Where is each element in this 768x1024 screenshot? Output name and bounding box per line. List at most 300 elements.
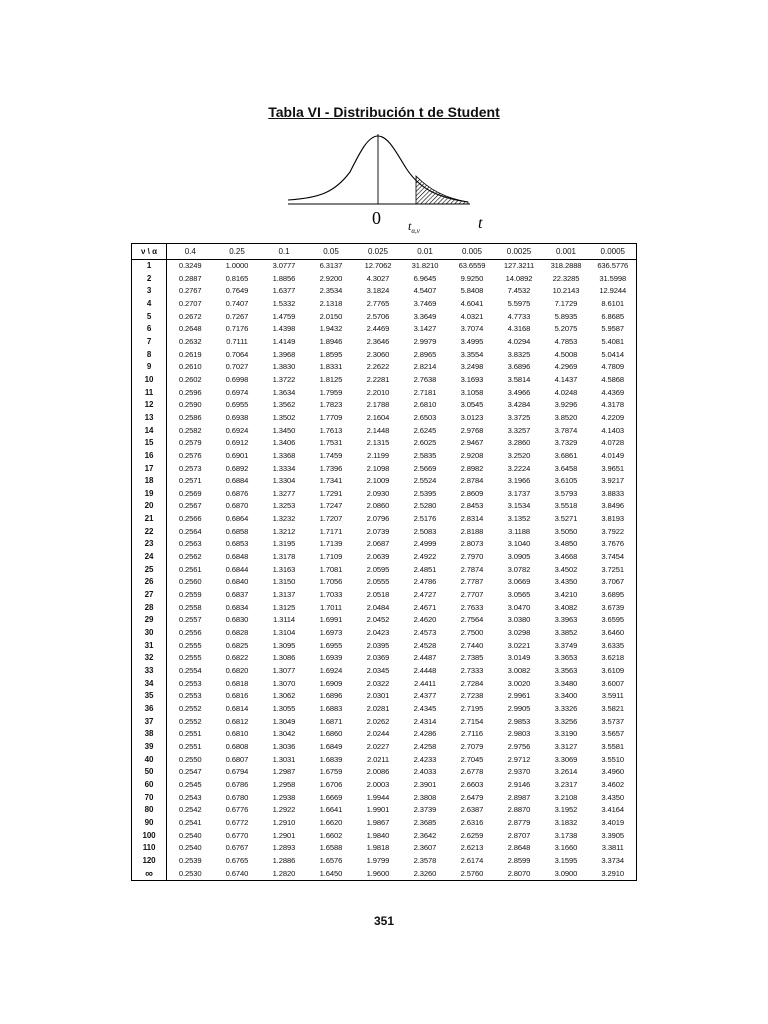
critical-value-cell: 0.2579 (178, 438, 202, 448)
table-row (132, 273, 637, 286)
critical-value-cell: 3.9217 (601, 476, 625, 486)
critical-value-cell: 0.2542 (178, 805, 202, 815)
critical-value-cell: 3.6595 (601, 615, 625, 625)
table-row (132, 640, 637, 653)
critical-value-cell: 0.2561 (178, 564, 202, 574)
critical-value-cell: 3.8833 (601, 488, 625, 498)
critical-value-cell: 1.8331 (319, 362, 343, 372)
critical-value-cell: 0.2648 (178, 324, 202, 334)
critical-value-cell: 318.2888 (550, 261, 582, 270)
alpha-header: 0.005 (449, 244, 496, 260)
critical-value-cell: 3.9296 (554, 400, 578, 410)
critical-value-cell: 1.3195 (272, 539, 296, 549)
critical-value-cell: 6.8685 (601, 311, 625, 321)
table-row (132, 425, 637, 438)
critical-value-cell: 1.7081 (319, 564, 343, 574)
critical-value-cell: 2.7333 (460, 666, 484, 675)
critical-value-cell: 0.2602 (178, 374, 202, 384)
critical-value-cell: 3.0020 (507, 678, 531, 688)
critical-value-cell: 5.0414 (601, 349, 625, 359)
degrees-of-freedom-cell: 17 (132, 463, 167, 476)
table-row (132, 323, 637, 336)
degrees-of-freedom-cell: 2 (132, 273, 167, 286)
critical-value-cell: 3.4668 (554, 552, 578, 562)
critical-value-cell: 3.7676 (601, 539, 625, 549)
critical-value-cell: 3.5581 (601, 741, 625, 751)
degrees-of-freedom-cell: 90 (132, 817, 167, 830)
critical-value-cell: 1.6641 (319, 805, 343, 815)
critical-value-cell: 1.7531 (319, 438, 343, 448)
critical-value-cell: 0.2672 (178, 311, 202, 321)
critical-value-cell: 0.6818 (225, 678, 249, 688)
critical-value-cell: 2.4851 (413, 564, 437, 574)
critical-value-cell: 4.0149 (601, 450, 625, 460)
critical-value-cell: 2.4286 (413, 729, 437, 739)
critical-value-cell: 3.1660 (554, 843, 578, 853)
critical-value-cell: 5.5975 (507, 298, 531, 308)
critical-value-cell: 2.5176 (413, 514, 437, 524)
t-distribution-table (131, 243, 637, 881)
critical-value-cell: 0.2552 (178, 703, 202, 713)
critical-value-cell: 1.3114 (272, 615, 296, 625)
critical-value-cell: 2.0086 (366, 767, 390, 777)
table-row (132, 260, 637, 273)
critical-value-cell: 3.8496 (601, 501, 625, 511)
critical-value-cell: 1.6669 (319, 792, 343, 802)
table-row (132, 437, 637, 450)
critical-value-cell: 1.7011 (319, 602, 343, 612)
critical-value-cell: 3.7874 (554, 425, 578, 435)
critical-value-cell: 0.2556 (178, 628, 202, 638)
critical-value-cell: 3.6007 (601, 678, 625, 688)
critical-value-cell: 3.3480 (554, 678, 578, 688)
critical-value-cell: 1.3277 (272, 488, 296, 498)
critical-value-cell: 3.6335 (601, 640, 625, 650)
critical-value-cell: 3.0149 (507, 653, 531, 663)
critical-value-cell: 2.6387 (460, 805, 484, 815)
critical-value-cell: 1.6924 (319, 666, 343, 675)
degrees-of-freedom-cell: 70 (132, 792, 167, 805)
table-row (132, 538, 637, 551)
degrees-of-freedom-cell: 12 (132, 399, 167, 412)
critical-value-cell: 1.9799 (366, 855, 390, 865)
critical-value-cell: 3.3811 (601, 843, 624, 853)
critical-value-cell: 4.0294 (507, 336, 531, 346)
table-row (132, 754, 637, 767)
critical-value-cell: 0.6864 (225, 514, 249, 524)
critical-value-cell: 636.5776 (597, 261, 629, 270)
critical-value-cell: 1.3212 (272, 526, 296, 536)
corner-header: ν \ α (132, 244, 167, 260)
critical-value-cell: 3.0545 (460, 400, 484, 410)
degrees-of-freedom-cell: 33 (132, 665, 167, 678)
critical-value-cell: 2.7707 (460, 590, 484, 600)
critical-value-cell: 0.2530 (178, 868, 202, 878)
critical-value-cell: 3.4960 (601, 767, 625, 777)
critical-value-cell: 2.8870 (507, 805, 531, 815)
table-row (132, 500, 637, 513)
critical-value-cell: 3.5657 (601, 729, 625, 739)
critical-value-cell: 0.2582 (178, 425, 202, 435)
critical-value-cell: 1.7341 (319, 476, 343, 486)
critical-value-cell: 3.1693 (460, 374, 484, 384)
critical-value-cell: 0.6820 (225, 666, 249, 675)
critical-value-cell: 3.1738 (554, 830, 578, 840)
critical-value-cell: 3.7454 (601, 552, 625, 562)
critical-value-cell: 1.3095 (272, 640, 296, 650)
critical-value-cell: 2.6316 (460, 817, 484, 827)
critical-value-cell: 2.3901 (413, 779, 437, 789)
critical-value-cell: 1.6759 (319, 767, 343, 777)
degrees-of-freedom-cell: 31 (132, 640, 167, 653)
critical-value-cell: 2.4448 (413, 666, 437, 675)
critical-value-cell: 0.6884 (225, 476, 249, 486)
table-row (132, 602, 637, 615)
critical-value-cell: 0.2590 (178, 400, 202, 410)
critical-value-cell: 2.9979 (413, 336, 437, 346)
degrees-of-freedom-cell: 29 (132, 614, 167, 627)
critical-value-cell: 2.1448 (366, 425, 390, 435)
critical-value-cell: 1.7823 (319, 400, 343, 410)
table-row (132, 728, 637, 741)
critical-value-cell: 1.7171 (319, 526, 343, 536)
critical-value-cell: 3.1352 (507, 514, 531, 524)
critical-value-cell: 0.6816 (225, 691, 249, 701)
critical-value-cell: 1.3722 (272, 374, 296, 384)
critical-value-cell: 3.7922 (601, 526, 625, 536)
table-row (132, 652, 637, 665)
critical-value-cell: 3.3563 (554, 666, 578, 675)
critical-value-cell: 1.6955 (319, 640, 343, 650)
critical-value-cell: 2.4033 (413, 767, 437, 777)
critical-value-cell: 2.7079 (460, 741, 484, 751)
critical-value-cell: 9.9250 (460, 273, 484, 283)
critical-value-cell: 1.9840 (366, 830, 390, 840)
critical-value-cell: 1.6991 (319, 615, 343, 625)
critical-value-cell: 3.0565 (507, 590, 531, 600)
critical-value-cell: 4.0728 (601, 438, 625, 448)
critical-value-cell: 2.7638 (413, 374, 437, 384)
alpha-header: 0.05 (308, 244, 355, 260)
critical-value-cell: 3.0900 (554, 868, 578, 878)
critical-value-cell: 1.7709 (319, 412, 343, 422)
critical-value-cell: 0.6825 (225, 640, 249, 650)
critical-value-cell: 2.8965 (413, 349, 437, 359)
critical-value-cell: 0.6848 (225, 552, 249, 562)
critical-value-cell: 0.7649 (225, 286, 249, 296)
critical-value-cell: 0.6892 (225, 463, 249, 473)
critical-value-cell: 3.7251 (601, 564, 625, 574)
critical-value-cell: 2.8609 (460, 488, 484, 498)
critical-value-cell: 2.0211 (366, 754, 390, 764)
table-row (132, 387, 637, 400)
critical-value-cell: 2.3685 (413, 817, 437, 827)
table-row (132, 830, 637, 843)
critical-value-cell: 7.1729 (554, 298, 578, 308)
critical-value-cell: 0.6974 (225, 387, 249, 397)
critical-value-cell: 0.2610 (178, 362, 202, 372)
critical-value-cell: 2.4620 (413, 615, 437, 625)
critical-value-cell: 2.9803 (507, 729, 531, 739)
degrees-of-freedom-cell: 22 (132, 526, 167, 539)
critical-value-cell: 2.6778 (460, 767, 484, 777)
critical-value-cell: 31.8210 (411, 261, 439, 270)
critical-value-cell: 0.2586 (178, 412, 202, 422)
critical-value-cell: 1.3049 (272, 716, 296, 726)
critical-value-cell: 2.6810 (413, 400, 437, 410)
critical-value-cell: 2.4573 (413, 628, 437, 638)
critical-value-cell: 3.1040 (507, 539, 531, 549)
critical-value-cell: 0.2562 (178, 552, 202, 562)
critical-value-cell: 0.6912 (225, 438, 249, 448)
table-row (132, 817, 637, 830)
critical-value-cell: 3.6861 (554, 450, 578, 460)
critical-value-cell: 0.2560 (178, 577, 202, 587)
critical-value-cell: 2.9853 (507, 716, 531, 726)
critical-value-cell: 3.0123 (460, 412, 484, 422)
table-row (132, 792, 637, 805)
critical-value-cell: 3.3749 (554, 640, 578, 650)
critical-value-cell: 3.3127 (554, 741, 578, 751)
critical-value-cell: 0.2553 (178, 691, 202, 701)
table-row (132, 551, 637, 564)
critical-value-cell: 6.3137 (319, 261, 343, 270)
critical-value-cell: 0.2557 (178, 615, 202, 625)
critical-value-cell: 2.1788 (366, 400, 390, 410)
critical-value-cell: 0.6808 (225, 741, 249, 751)
critical-value-cell: 3.8520 (554, 412, 578, 422)
critical-value-cell: 2.0345 (366, 666, 390, 675)
critical-value-cell: 1.7033 (319, 590, 343, 600)
critical-value-cell: 2.8784 (460, 476, 484, 486)
critical-value-cell: 3.3554 (460, 349, 484, 359)
critical-value-cell: 4.0321 (460, 311, 484, 321)
table-row (132, 779, 637, 792)
critical-value-cell: 127.3211 (503, 261, 535, 270)
critical-value-cell: 2.7970 (460, 552, 484, 562)
critical-value-cell: 1.9818 (366, 843, 390, 853)
critical-value-cell: 1.3036 (272, 741, 296, 751)
critical-value-cell: 0.2563 (178, 539, 202, 549)
critical-value-cell: 3.1188 (507, 526, 531, 536)
critical-value-cell: 2.8599 (507, 855, 531, 865)
table-row (132, 285, 637, 298)
critical-value-cell: 1.3450 (272, 425, 296, 435)
critical-value-cell: 2.0301 (366, 691, 390, 701)
critical-value-cell: 0.6924 (225, 425, 249, 435)
critical-value-cell: 2.7045 (460, 754, 484, 764)
critical-value-cell: 3.4966 (507, 387, 531, 397)
critical-value-cell: 2.9961 (507, 691, 531, 701)
critical-value-cell: 1.6620 (319, 817, 343, 827)
alpha-header: 0.001 (543, 244, 590, 260)
critical-value-cell: 0.2569 (178, 488, 202, 498)
critical-value-cell: 4.0248 (554, 387, 578, 397)
critical-value-cell: 5.8408 (460, 286, 484, 296)
critical-value-cell: 2.8070 (507, 868, 531, 878)
degrees-of-freedom-cell: 1 (132, 260, 167, 273)
critical-value-cell: 2.7440 (460, 640, 484, 650)
critical-value-cell: 3.7329 (554, 438, 578, 448)
critical-value-cell: 3.1966 (507, 476, 531, 486)
critical-value-cell: 3.5814 (507, 374, 531, 384)
table-row (132, 399, 637, 412)
critical-value-cell: 1.2958 (272, 779, 296, 789)
alpha-header: 0.25 (214, 244, 261, 260)
critical-value-cell: 1.6909 (319, 678, 343, 688)
critical-value-cell: 2.8453 (460, 501, 484, 511)
critical-value-cell: 5.8935 (554, 311, 578, 321)
critical-value-cell: 3.2317 (554, 779, 578, 789)
critical-value-cell: 0.6822 (225, 653, 249, 663)
critical-value-cell: 0.2555 (178, 640, 202, 650)
table-row (132, 311, 637, 324)
critical-value-cell: 2.1604 (366, 412, 390, 422)
table-row (132, 513, 637, 526)
degrees-of-freedom-cell: 34 (132, 678, 167, 691)
table-row (132, 488, 637, 501)
critical-value-cell: 2.4377 (413, 691, 437, 701)
critical-value-cell: 1.2820 (272, 868, 296, 878)
critical-value-cell: 2.9905 (507, 703, 531, 713)
critical-value-cell: 3.4284 (507, 400, 531, 410)
degrees-of-freedom-cell: 9 (132, 361, 167, 374)
critical-value-cell: 2.3607 (413, 843, 437, 853)
critical-value-cell: 1.3042 (272, 729, 296, 739)
critical-value-cell: 1.5332 (272, 298, 296, 308)
critical-value-cell: 2.6259 (460, 830, 484, 840)
critical-value-cell: 1.3178 (272, 552, 296, 562)
critical-value-cell: 1.3304 (272, 476, 296, 486)
critical-value-cell: 1.6576 (319, 855, 343, 865)
critical-value-cell: 2.6503 (413, 412, 437, 422)
critical-value-cell: 0.6780 (225, 792, 249, 802)
critical-value-cell: 1.3334 (272, 463, 296, 473)
critical-value-cell: 0.6810 (225, 729, 249, 739)
critical-value-cell: 2.4314 (413, 716, 437, 726)
critical-value-cell: 3.1952 (554, 805, 578, 815)
table-row (132, 766, 637, 779)
critical-value-cell: 1.6883 (319, 703, 343, 713)
critical-value-cell: 3.4082 (554, 602, 578, 612)
critical-value-cell: 0.7027 (225, 362, 249, 372)
critical-value-cell: 2.6603 (460, 779, 484, 789)
t-distribution-figure (280, 132, 500, 242)
critical-value-cell: 2.6245 (413, 425, 437, 435)
critical-value-cell: 2.4786 (413, 577, 437, 587)
degrees-of-freedom-cell: 16 (132, 450, 167, 463)
critical-value-cell: 2.7500 (460, 628, 484, 638)
critical-value-cell: 0.6776 (225, 805, 249, 815)
critical-value-cell: 3.5518 (554, 501, 578, 511)
table-row (132, 690, 637, 703)
critical-value-cell: 0.2547 (178, 767, 202, 777)
critical-value-cell: 0.2552 (178, 716, 202, 726)
critical-value-cell: 3.2498 (460, 362, 484, 372)
critical-value-cell: 2.0227 (366, 741, 390, 751)
critical-value-cell: 1.8856 (272, 273, 296, 283)
critical-value-cell: 4.2969 (554, 362, 578, 372)
critical-value-cell: 2.9200 (319, 273, 343, 283)
critical-value-cell: 1.3137 (272, 590, 296, 600)
degrees-of-freedom-cell: 19 (132, 488, 167, 501)
critical-value-cell: 0.3249 (178, 261, 202, 270)
critical-value-cell: 2.0150 (319, 311, 343, 321)
critical-value-cell: 2.1315 (366, 438, 390, 448)
critical-value-cell: 3.2224 (507, 463, 531, 473)
critical-value-cell: 2.9712 (507, 754, 531, 764)
critical-value-cell: 1.3150 (272, 577, 296, 587)
critical-value-cell: 0.2767 (178, 286, 202, 296)
critical-value-cell: 1.9432 (319, 324, 343, 334)
critical-value-cell: 2.6213 (460, 843, 484, 853)
critical-value-cell: 2.0860 (366, 501, 390, 511)
critical-value-cell: 0.6840 (225, 577, 249, 587)
critical-value-cell: 4.7809 (601, 362, 625, 372)
critical-value-cell: 3.2910 (601, 868, 625, 878)
critical-value-cell: 1.3253 (272, 501, 296, 511)
critical-value-cell: 1.9867 (366, 817, 390, 827)
critical-value-cell: 3.0298 (507, 628, 531, 638)
table-row (132, 614, 637, 627)
critical-value-cell: 2.4469 (366, 324, 390, 334)
critical-value-cell: 1.3830 (272, 362, 296, 372)
critical-value-cell: 0.2632 (178, 336, 202, 346)
critical-value-cell: 0.6814 (225, 703, 249, 713)
critical-value-cell: 12.7062 (364, 261, 392, 270)
critical-value-cell: 2.0322 (366, 678, 390, 688)
critical-value-cell: 2.0687 (366, 539, 390, 549)
critical-value-cell: 0.2551 (178, 729, 202, 739)
critical-value-cell: 0.6870 (225, 501, 249, 511)
table-row (132, 564, 637, 577)
critical-value-cell: 1.2922 (272, 805, 296, 815)
critical-value-cell: 12.9244 (599, 286, 627, 296)
critical-value-cell: 1.9600 (366, 868, 390, 878)
critical-value-cell: 3.3734 (601, 855, 625, 865)
critical-value-cell: 0.6837 (225, 590, 249, 600)
critical-value-cell: 2.5395 (413, 488, 437, 498)
degrees-of-freedom-cell: 10 (132, 374, 167, 387)
critical-value-cell: 3.5271 (554, 514, 578, 524)
critical-value-cell: 1.7247 (319, 501, 343, 511)
alpha-header: 0.1 (261, 244, 308, 260)
table-row (132, 298, 637, 311)
degrees-of-freedom-cell: 120 (132, 855, 167, 868)
critical-value-cell: 8.6101 (601, 298, 625, 308)
degrees-of-freedom-cell: 39 (132, 741, 167, 754)
critical-value-cell: 4.5008 (554, 349, 578, 359)
critical-value-cell: 3.2860 (507, 438, 531, 448)
critical-value-cell: 3.7469 (413, 298, 437, 308)
critical-value-cell: 1.6939 (319, 653, 343, 663)
critical-value-cell: 0.2567 (178, 501, 202, 511)
critical-value-cell: 3.1595 (554, 855, 578, 865)
table-row (132, 463, 637, 476)
critical-value-cell: 4.2209 (601, 412, 625, 422)
critical-value-cell: 2.7195 (460, 703, 484, 713)
critical-value-cell: 3.1737 (507, 488, 531, 498)
critical-value-cell: 31.5998 (599, 273, 627, 283)
critical-value-cell: 2.4999 (413, 539, 437, 549)
critical-value-cell: 3.4350 (601, 792, 625, 802)
critical-value-cell: 0.2555 (178, 653, 202, 663)
critical-value-cell: 5.9587 (601, 324, 625, 334)
degrees-of-freedom-cell: 5 (132, 311, 167, 324)
critical-value-cell: 1.7396 (319, 463, 343, 473)
degrees-of-freedom-cell: 15 (132, 437, 167, 450)
critical-value-cell: 0.6770 (225, 830, 249, 840)
